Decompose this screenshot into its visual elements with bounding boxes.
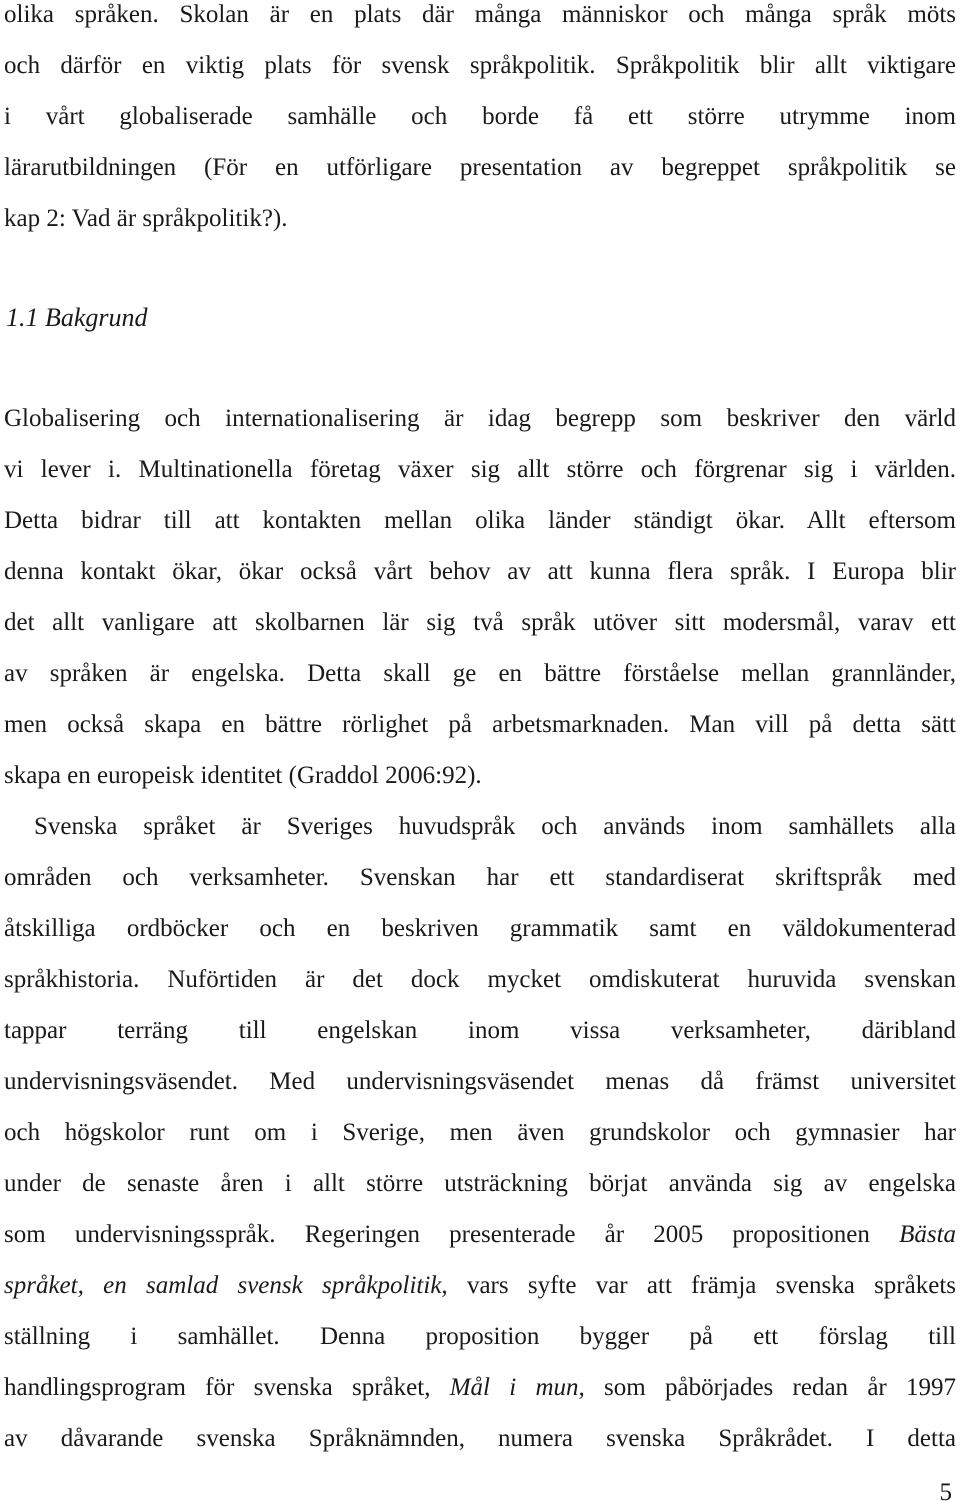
text-line: av språken är engelska. Detta skall ge en bättre förståelse mellan grannländer, [4, 660, 956, 687]
text-line: kap 2: Vad är språkpolitik?). [4, 205, 288, 232]
text-line: lärarutbildningen (För en utförligare presentation av begreppet språkpolitik se [4, 154, 956, 181]
text-line: skapa en europeisk identitet (Graddol 2006:92). [4, 762, 482, 789]
text-line [4, 1271, 956, 1322]
text-line: åtskilliga ordböcker och en beskriven grammatik samt en väldokumenterad [4, 915, 956, 942]
text-span: handlingsprogram för svenska språket, [4, 1374, 450, 1401]
italic-title: Bästa [899, 1221, 957, 1248]
text-line: tappar terräng till engelskan inom vissa verksamheter, däribland [4, 1017, 956, 1044]
text-line: Globalisering och internationalisering är idag begrepp som beskriver den värld [4, 405, 956, 432]
text-line: och högskolor runt om i Sverige, men även grundskolor och gymnasier har [4, 1119, 956, 1146]
paragraph-svenska-spraket [4, 812, 956, 1475]
text-line: denna kontakt ökar, ökar också vårt behov av att kunna flera språk. I Europa blir [4, 558, 956, 585]
text-line: men också skapa en bättre rörlighet på arbetsmarknaden. Man vill på detta sätt [4, 711, 956, 738]
text-line: av dåvarande svenska Språknämnden, numera svenska Språkrådet. I detta [4, 1425, 956, 1452]
text-line: Detta bidrar till att kontakten mellan olika länder ständigt ökar. Allt eftersom [4, 507, 956, 534]
italic-title: språket, en samlad svensk språkpolitik, [4, 1272, 448, 1299]
text-line: språkhistoria. Nuförtiden är det dock mycket omdiskuterat huruvida svenskan [4, 966, 956, 993]
italic-title: Mål i mun, [449, 1374, 585, 1401]
text-line: områden och verksamheter. Svenskan har ett standardiserat skriftspråk med [4, 864, 956, 891]
intro-paragraph [4, 0, 956, 255]
text-line [4, 1220, 956, 1271]
text-line: Svenska språket är Sveriges huvudspråk och används inom samhällets alla [34, 813, 956, 840]
text-line: olika språken. Skolan är en plats där många människor och många språk möts [4, 1, 956, 28]
text-span: som undervisningsspråk. Regeringen presenterade år 2005 propositionen [4, 1221, 870, 1248]
text-line: ställning i samhället. Denna proposition bygger på ett förslag till [4, 1323, 956, 1350]
text-span: som påbörjades redan år 1997 [584, 1374, 957, 1401]
text-span: vars syfte var att främja svenska språkets [447, 1272, 956, 1299]
text-line: under de senaste åren i allt större utsträckning börjat använda sig av engelska [4, 1170, 956, 1197]
section-heading: 1.1 Bakgrund [6, 303, 148, 332]
page-number: 5 [939, 1479, 952, 1506]
text-line: vi lever i. Multinationella företag växer sig allt större och förgrenar sig i världen. [4, 456, 956, 483]
text-line: i vårt globaliserade samhälle och borde få ett större utrymme inom [4, 103, 956, 130]
text-line: och därför en viktig plats för svensk språkpolitik. Språkpolitik blir allt viktigare [4, 52, 956, 79]
text-line [4, 1373, 956, 1424]
paragraph-globalisering [4, 404, 956, 812]
text-line: undervisningsväsendet. Med undervisningsväsendet menas då främst universitet [4, 1068, 956, 1095]
text-line: det allt vanligare att skolbarnen lär sig två språk utöver sitt modersmål, varav ett [4, 609, 956, 636]
